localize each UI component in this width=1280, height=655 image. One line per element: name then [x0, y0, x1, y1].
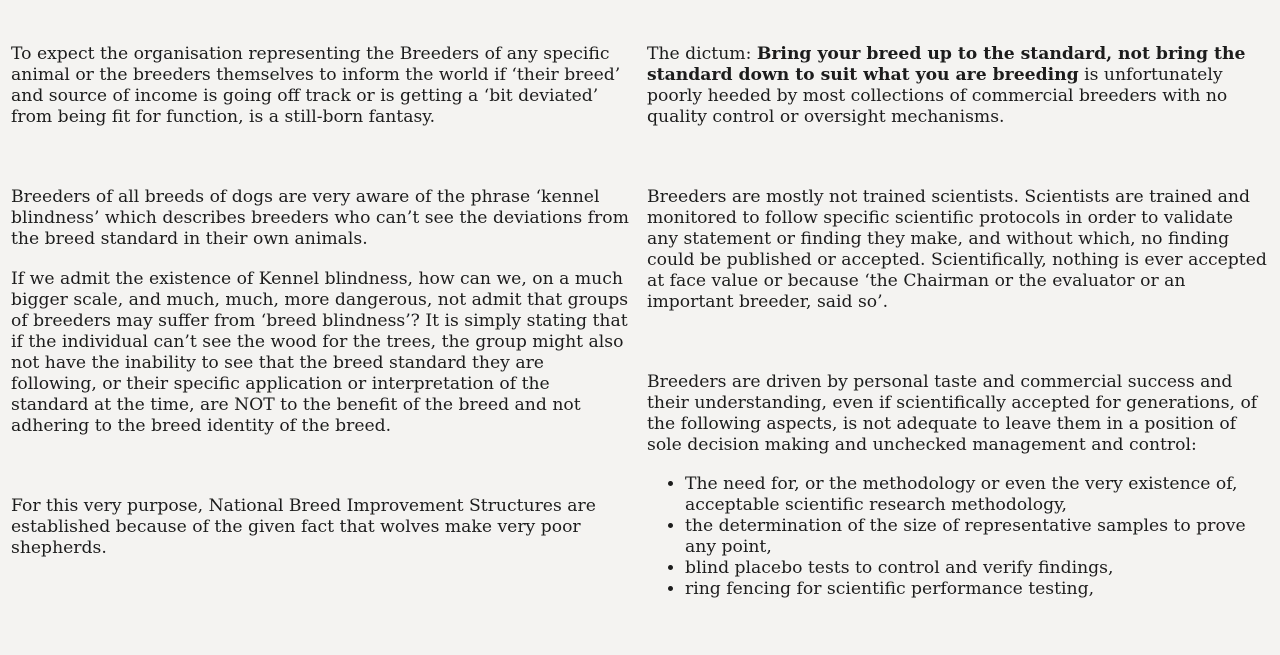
dictum-prefix: The dictum: [647, 44, 757, 64]
list-item: • ring fencing for scientific performance testing, [685, 579, 1269, 600]
paragraph-dictum [647, 44, 1269, 128]
paragraph-still-born-fantasy: To expect the organisation representing the Breeders of any specific animal or the breeders themselves to inform the world if ‘their breed’ and source of income is going off track or is getting a ‘bit deviated’ from being fit for function, is a still-born fantasy. [11, 44, 621, 127]
paragraph-kennel-blindness: Breeders of all breeds of dogs are very aware of the phrase ‘kennel blindness’ which describes breeders who can’t see the deviations from the breed standard in their own animals. [11, 187, 629, 249]
paragraph-breed-blindness: If we admit the existence of Kennel blindness, how can we, on a much bigger scale, and much, much, more dangerous, not admit that groups of breeders may suffer from ‘breed blindness’? It is simply stating that if the individual can’t see the wood for the trees, the group might also not have the inability to see that the breed standard they are following, or their specific application or interpretation of the standard at the time, are NOT to the benefit of the breed and not adhering to the breed identity of the breed. [11, 269, 629, 436]
dictum-suffix: is unfortunately poorly heeded by most collections of commercial breeders with no quality control or oversight mechanisms. [647, 65, 1228, 127]
list-item: • The need for, or the methodology or even the very existence of, acceptable scientific research methodology, [685, 474, 1269, 516]
paragraph-trained-scientists: Breeders are mostly not trained scientists. Scientists are trained and monitored to follow specific scientific protocols in order to validate any statement or finding they make, and without which, no finding could be published or accepted. Scientifically, nothing is ever accepted at face value or because ‘the Chairman or the evaluator or an important breeder, said so’. [647, 187, 1267, 312]
list-item: • blind placebo tests to control and verify findings, [685, 558, 1269, 579]
list-item: • the determination of the size of representative samples to prove any point, [685, 516, 1269, 558]
paragraph-personal-taste: Breeders are driven by personal taste and commercial success and their understanding, even if scientifically accepted for generations, of the following aspects, is not adequate to leave them in a position of sole decision making and unchecked management and control: [647, 372, 1258, 455]
aspects-bullet-list [647, 474, 1269, 600]
paragraph-breed-improvement-structures: For this very purpose, National Breed Improvement Structures are established because of the given fact that wolves make very poor shepherds. [11, 496, 596, 558]
dictum-bold-text: Bring your breed up to the standard, not bring the standard down to suit what you are breeding [647, 44, 1246, 85]
